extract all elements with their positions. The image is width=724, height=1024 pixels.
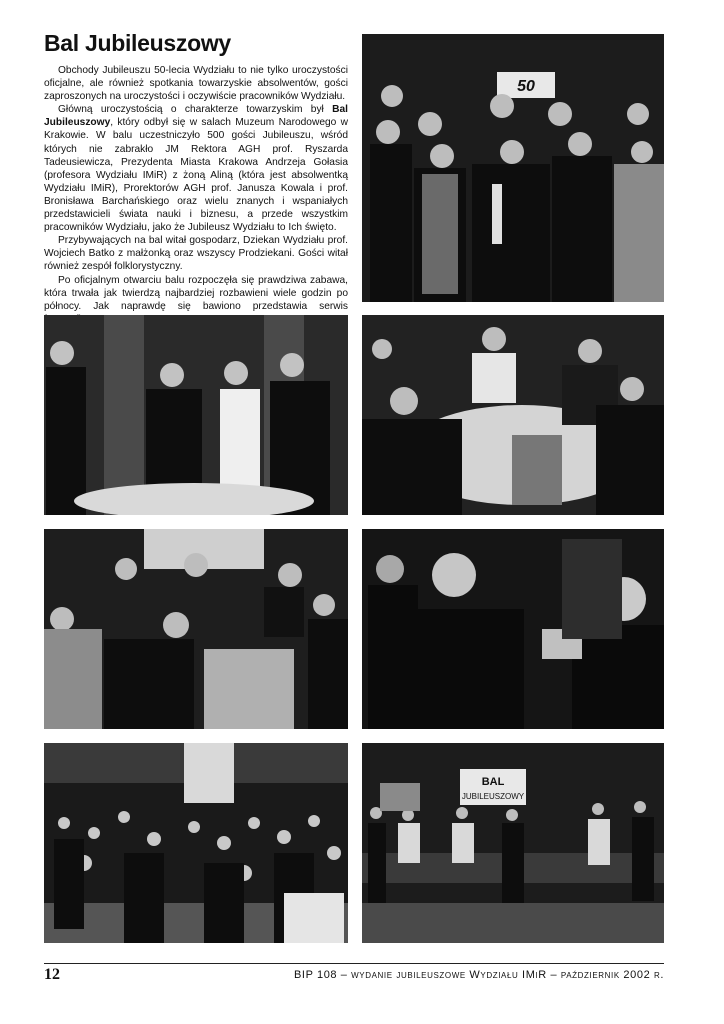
photo-guests-standing (44, 315, 348, 515)
article-title: Bal Jubileuszowy (44, 30, 231, 56)
footer-publication-info: BIP 108 – wydanie jubileuszowe Wydziału IMiR – październik 2002 r. (293, 969, 664, 981)
stage-sign-line2: JUBILEUSZOWY (461, 792, 525, 801)
event-name: Bal Jubileuszowy (44, 104, 348, 129)
article-paragraph: Przybywających na bal witał gospodarz, Dziekan Wydziału prof. Wojciech Batko z małżonką oraz wszyscy Prodziekani. Gości witał również zespół folklorystyczny. (44, 235, 348, 273)
banner-sign: 50 (517, 78, 535, 95)
article-body (44, 64, 348, 326)
footer-divider (44, 963, 664, 964)
stage-sign-line1: BAL (481, 776, 505, 788)
photo-guests-seated (362, 315, 664, 515)
article-paragraph: Obchody Jubileuszu 50-lecia Wydziału to nie tylko uroczystości oficjalne, ale również spotkania towarzyskie absolwentów, gości zaproszonych na uroczystości i oczywiście pracowników Wydziału. (44, 65, 348, 103)
photo-dance-floor (44, 743, 348, 943)
photo-group-portrait (362, 34, 664, 302)
text-run: Po oficjalnym otwarciu balu rozpoczęła się prawdziwa zabawa, która trwała jak twierdzą najbardziej rozbawieni wiele godzin po północy. Jak naprawdę się bawiono przedstawia serwis (44, 274, 348, 312)
article-paragraph (44, 103, 348, 234)
page-number: 12 (44, 966, 60, 983)
photo-dancing-couple (362, 529, 664, 729)
photo-dinner-table (44, 529, 348, 729)
photo-folk-ensemble (362, 743, 664, 943)
text-run: Główną uroczystością o charakterze towarzyskim był (58, 104, 333, 116)
text-run: , który odbył się w salach Muzeum Narodowego w Krakowie. W balu uczestniczyło 500 gości Jubileuszu, wśród których nie zabrakło JM Rektora AGH prof. Ryszarda Tadeusiewicza, Prezydenta Miasta Krakowa Andrzeja Gołasia (profesora Wydziału IMiR) z żoną Aliną (która jest absolwentką Wydziału IMiR), Prorektorów AGH prof. Janusza Kowala i prof. Bronisława Barchańskiego oraz wielu znanych i wspaniałych przedstawicieli świata nauki i biznesu, a przede wszystkim pracowników Wydziału, jako że Jubileusz Wydziału to Ich święto. (44, 117, 348, 234)
